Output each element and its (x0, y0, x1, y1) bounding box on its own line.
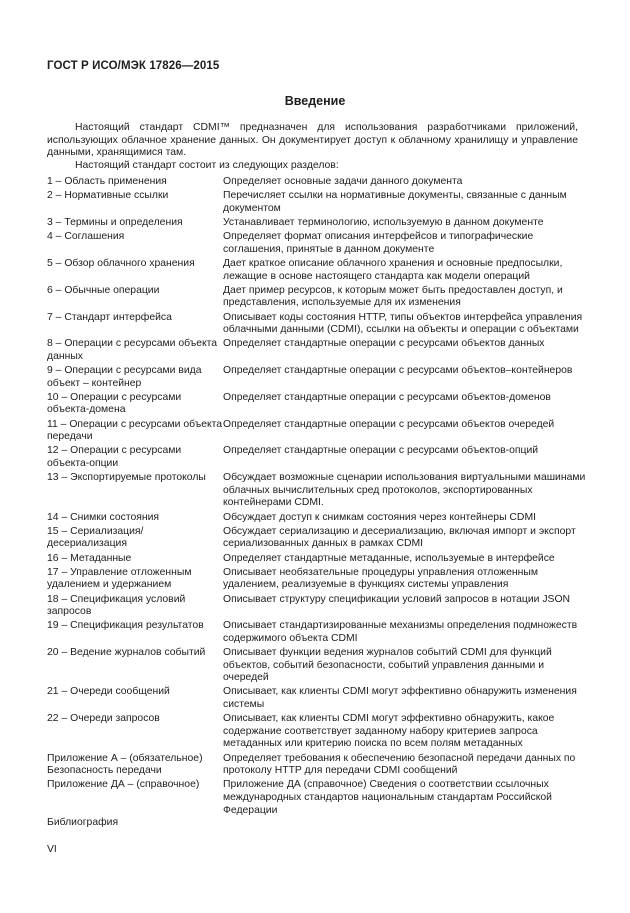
section-row (47, 779, 587, 817)
section-row (47, 285, 587, 310)
section-row (47, 258, 587, 283)
section-name: 10 – Операции с ресурсами объекта-домена (47, 391, 182, 416)
section-name: 7 – Стандарт интерфейса (47, 311, 172, 323)
section-row (47, 647, 587, 685)
section-name: 22 – Очереди запросов (47, 713, 160, 725)
section-description: Обсуждает доступ к снимкам состояния через контейнеры CDMI (223, 511, 536, 523)
section-row (47, 686, 587, 711)
section-name: 5 – Обзор облачного хранения (47, 257, 195, 269)
section-name: 19 – Спецификация результатов (47, 620, 204, 632)
intro-text (47, 122, 578, 172)
intro-paragraph: Настоящий стандарт состоит из следующих разделов: (75, 159, 339, 171)
section-description: Обсуждает возможные сценарии использования виртуальными машинами облачных вычислительных сред протоколов, экспортированных контейнерами CDMI. (223, 472, 586, 509)
section-name: 15 – Сериализация/десериализация (47, 525, 144, 550)
sections-list (47, 176, 587, 819)
section-row (47, 419, 587, 444)
section-name: 6 – Обычные операции (47, 284, 160, 296)
section-description: Описывает, как клиенты CDMI могут эффективно обнаружить, какое содержание соответствует заданному набору критериев запроса метаданных или критерию поиска по всем полям метаданных (223, 713, 555, 750)
section-name: 21 – Очереди сообщений (47, 686, 170, 698)
section-name: 4 – Соглашения (47, 231, 125, 243)
document-code: ГОСТ Р ИСО/МЭК 17826—2015 (47, 60, 220, 72)
section-description: Обсуждает сериализацию и десериализацию, включая импорт и экспорт сериализованных данных в рамках CDMI (223, 525, 576, 550)
section-description: Определяет стандартные операции с ресурсами объектов-доменов (223, 391, 551, 403)
section-description: Описывает функции ведения журналов событий CDMI для функций объектов, событий безопасности, событий управления данными и очередей (223, 647, 552, 684)
section-row (47, 512, 587, 525)
section-name: 13 – Экспортируемые протоколы (47, 472, 206, 484)
section-description: Перечисляет ссылки на нормативные документы, связанные с данным документом (223, 190, 567, 214)
section-name: 8 – Операции с ресурсами объекта данных (47, 338, 218, 362)
bibliography-label: Библиография (47, 817, 119, 828)
section-description: Приложение ДА (справочное) Сведения о соответствии ссылочных международных стандартов национальным стандартам Российской Федерации (223, 779, 552, 816)
section-row (47, 338, 587, 363)
section-row (47, 567, 587, 592)
section-name: 1 – Область применения (47, 176, 167, 187)
section-row (47, 392, 587, 417)
section-name: 20 – Ведение журналов событий (47, 647, 206, 659)
section-description: Описывает необязательные процедуры управления отложенным удалением, реализуемые в функциях системы управления (223, 566, 538, 591)
section-row (47, 594, 587, 619)
section-row (47, 445, 587, 470)
section-row (47, 526, 587, 551)
section-description: Определяет требования к обеспечению безопасной передачи данных по протоколу HTTP для передачи CDMI сообщений (223, 752, 576, 777)
section-name: Приложение А – (обязательное) Безопасность передачи (47, 752, 203, 777)
section-row (47, 753, 587, 778)
section-description: Определяет основные задачи данного документа (223, 176, 463, 187)
section-row (47, 176, 587, 189)
section-name: 3 – Термины и определения (47, 216, 183, 228)
section-description: Описывает стандартизированные механизмы определения подмножеств содержимого объекта CDMI (223, 620, 578, 644)
section-description: Описывает структуру спецификации условий запросов в нотации JSON (223, 593, 571, 605)
section-row (47, 553, 587, 566)
section-description: Определяет стандартные операции с ресурсами объектов-опций (223, 445, 539, 457)
section-name: 9 – Операции с ресурсами вида объект – контейнер (47, 365, 202, 389)
section-description: Определяет стандартные метаданные, используемые в интерфейсе (223, 552, 555, 564)
section-row (47, 472, 587, 510)
section-name: 17 – Управление отложенным удалением и удержанием (47, 566, 192, 591)
section-description: Описывает коды состояния HTTP, типы объектов интерфейса управления облачными данными (CDMI), ссылки на объекты и операции с объектами (223, 311, 583, 336)
section-name: 16 – Метаданные (47, 552, 132, 564)
section-description: Определяет стандартные операции с ресурсами объектов данных (223, 338, 545, 350)
page-number: VI (47, 844, 57, 855)
section-row (47, 365, 587, 390)
section-description: Определяет стандартные операции с ресурсами объектов очередей (223, 418, 555, 430)
section-row (47, 231, 587, 256)
section-description: Описывает, как клиенты CDMI могут эффективно обнаружить изменения системы (223, 686, 577, 711)
section-row (47, 217, 587, 230)
section-description: Определяет формат описания интерфейсов и типографические соглашения, принятые в данном документе (223, 231, 534, 255)
section-name: 2 – Нормативные ссылки (47, 190, 169, 202)
section-row (47, 190, 587, 215)
section-row (47, 620, 587, 645)
section-description: Дает пример ресурсов, к которым может быть предоставлен доступ, и представления, используемые для их изменения (223, 284, 563, 309)
section-description: Устанавливает терминологию, используемую в данном документе (223, 216, 544, 228)
section-name: 12 – Операции с ресурсами объекта-опции (47, 445, 182, 469)
section-row (47, 312, 587, 337)
section-description: Дает краткое описание облачного хранения и основные предпосылки, лежащие в основе настоящего стандарта как модели операций (223, 257, 563, 282)
section-name: 14 – Снимки состояния (47, 511, 160, 523)
section-row (47, 713, 587, 751)
section-description: Определяет стандартные операции с ресурсами объектов–контейнеров (223, 365, 573, 377)
section-title: Введение (284, 94, 346, 108)
section-name: 11 – Операции с ресурсами объекта передачи (47, 418, 223, 443)
intro-paragraph: Настоящий стандарт CDMI™ предназначен для использования разработчиками приложений, использующих облачное хранение данных. Он документирует доступ к облачному хранилищу и управление данными, хранящимися там. (47, 122, 578, 159)
section-name: Приложение ДА – (справочное) (47, 779, 200, 791)
section-name: 18 – Спецификация условий запросов (47, 593, 186, 618)
